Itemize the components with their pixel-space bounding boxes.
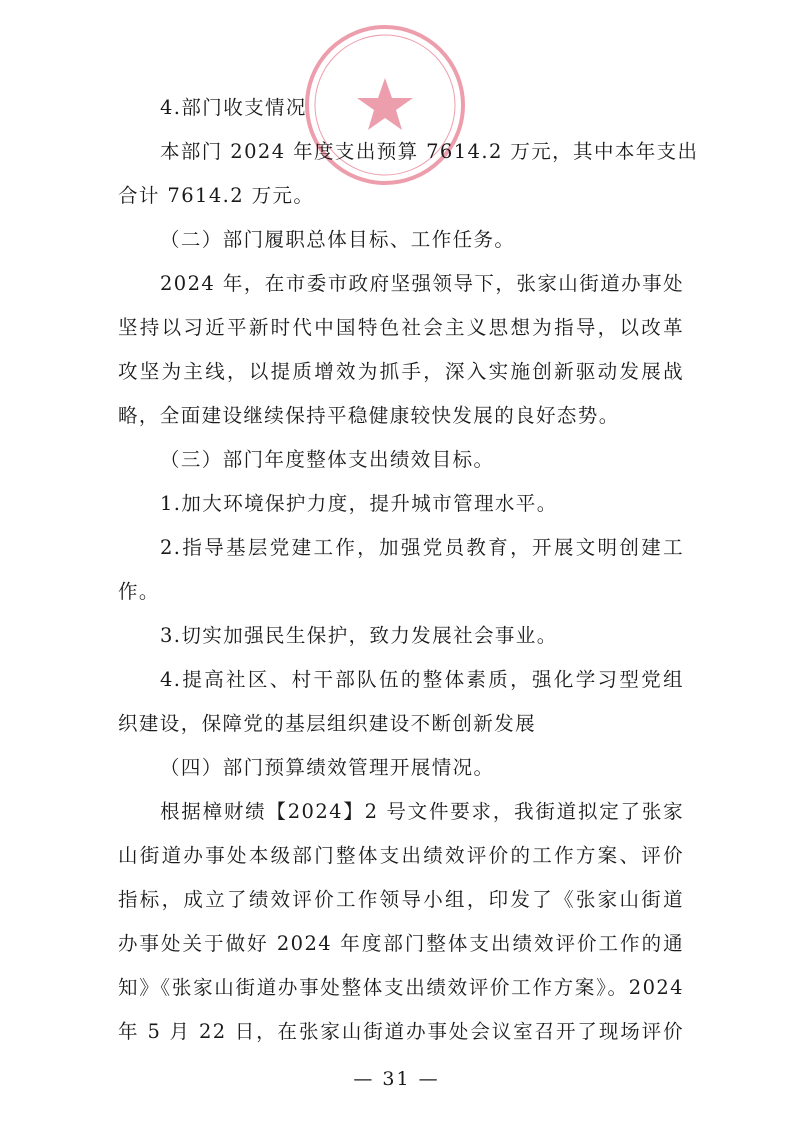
paragraph-line: 攻坚为主线，以提质增效为抓手，深入实施创新驱动发展战 — [118, 360, 684, 383]
paragraph-line: 合计 7614.2 万元。 — [118, 184, 315, 207]
paragraph-line: 知》《张家山街道办事处整体支出绩效评价工作方案》。2024 — [118, 976, 684, 999]
paragraph-line: 根据樟财绩【2024】2 号文件要求，我街道拟定了张家 — [160, 800, 684, 823]
paragraph-line: 年 5 月 22 日，在张家山街道办事处会议室召开了现场评价 — [118, 1020, 684, 1043]
paragraph-line: 2024 年，在市委市政府坚强领导下，张家山街道办事处 — [160, 272, 684, 295]
goal-item-1: 1.加大环境保护力度，提升城市管理水平。 — [160, 492, 558, 515]
paragraph-line: 坚持以习近平新时代中国特色社会主义思想为指导，以改革 — [118, 316, 684, 339]
section-heading-4: （四）部门预算绩效管理开展情况。 — [160, 756, 495, 779]
paragraph-line: 山街道办事处本级部门整体支出绩效评价的工作方案、评价 — [118, 844, 684, 867]
section-item-4-title: 4.部门收支情况 — [160, 96, 307, 119]
section-heading-3: （三）部门年度整体支出绩效目标。 — [160, 448, 495, 471]
paragraph-line: 指标，成立了绩效评价工作领导小组，印发了《张家山街道 — [118, 888, 684, 911]
paragraph-line: 办事处关于做好 2024 年度部门整体支出绩效评价工作的通 — [118, 932, 684, 955]
page-number: — 31 — — [353, 1068, 440, 1090]
paragraph-line: 略，全面建设继续保持平稳健康较快发展的良好态势。 — [118, 404, 620, 427]
goal-item-2: 2.指导基层党建工作，加强党员教育，开展文明创建工 — [160, 536, 684, 559]
paragraph-line: 本部门 2024 年度支出预算 7614.2 万元，其中本年支出 — [160, 140, 699, 163]
paragraph-line: 作。 — [118, 580, 160, 603]
paragraph-line: 织建设，保障党的基层组织建设不断创新发展 — [118, 712, 537, 735]
section-heading-2: （二）部门履职总体目标、工作任务。 — [160, 228, 516, 251]
goal-item-4: 4.提高社区、村干部队伍的整体素质，强化学习型党组 — [160, 668, 684, 691]
goal-item-3: 3.切实加强民生保护，致力发展社会事业。 — [160, 624, 558, 647]
